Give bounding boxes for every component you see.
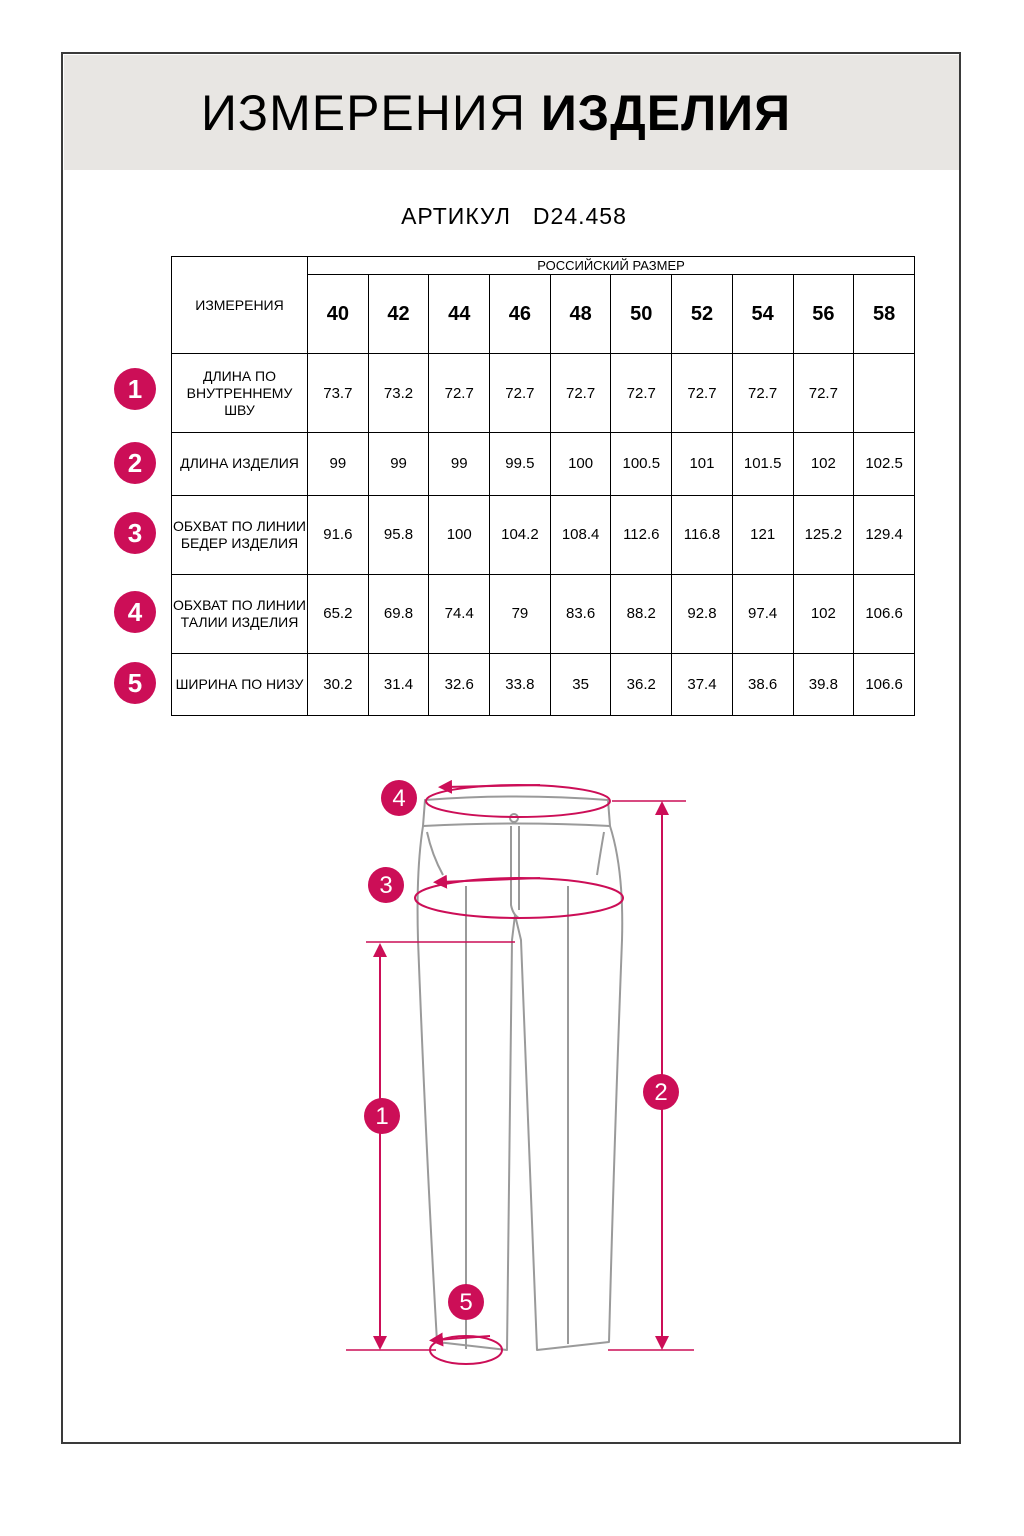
- table-cell: 99: [308, 433, 369, 495]
- table-cell: 69.8: [368, 574, 429, 653]
- row-label: ДЛИНА ПО ВНУТРЕННЕМУ ШВУ: [172, 354, 308, 433]
- svg-text:1: 1: [375, 1103, 389, 1130]
- table-cell: 72.7: [490, 354, 551, 433]
- table-cell: 102: [793, 574, 854, 653]
- title-light: ИЗМЕРЕНИЯ: [200, 85, 526, 141]
- marker-inseam: [364, 1098, 400, 1134]
- waist-button: [510, 814, 518, 822]
- svg-text:3: 3: [379, 872, 393, 899]
- row-number-badge: 1: [114, 368, 156, 410]
- table-cell: 100: [429, 495, 490, 574]
- marker-hip: [368, 867, 404, 903]
- table-cell: 121: [732, 495, 793, 574]
- table-cell: 99: [429, 433, 490, 495]
- table-cell: 106.6: [854, 653, 915, 715]
- table-cell: 33.8: [490, 653, 551, 715]
- table-cell: 97.4: [732, 574, 793, 653]
- size-header: 58: [854, 275, 915, 354]
- row-label: ДЛИНА ИЗДЕЛИЯ: [172, 433, 308, 495]
- article-label: АРТИКУЛ: [401, 203, 511, 229]
- table-cell: 129.4: [854, 495, 915, 574]
- svg-text:4: 4: [392, 785, 406, 812]
- fly-seam: [511, 826, 519, 918]
- size-header: 50: [611, 275, 672, 354]
- row-number-badge: 2: [114, 442, 156, 484]
- table-cell: 101.5: [732, 433, 793, 495]
- table-cell: 72.7: [672, 354, 733, 433]
- table-cell: 99: [368, 433, 429, 495]
- table-cell: 108.4: [550, 495, 611, 574]
- table-cell: 106.6: [854, 574, 915, 653]
- table-cell: 39.8: [793, 653, 854, 715]
- table-cell: 99.5: [490, 433, 551, 495]
- title-bold: ИЗДЕЛИЯ: [540, 85, 792, 141]
- row-label: ОБХВАТ ПО ЛИНИИ ТАЛИИ ИЗДЕЛИЯ: [172, 574, 308, 653]
- svg-text:2: 2: [654, 1079, 668, 1106]
- table-cell: 65.2: [308, 574, 369, 653]
- table-cell: 72.7: [732, 354, 793, 433]
- left-pocket: [427, 832, 443, 875]
- row-number-badge: 4: [114, 591, 156, 633]
- table-cell: 37.4: [672, 653, 733, 715]
- diagram-markers: [364, 780, 679, 1320]
- table-cell: 32.6: [429, 653, 490, 715]
- table-cell: 101: [672, 433, 733, 495]
- table-cell: 36.2: [611, 653, 672, 715]
- table-cell: 72.7: [611, 354, 672, 433]
- row-number-badge: 3: [114, 512, 156, 554]
- table-cell: 88.2: [611, 574, 672, 653]
- table-cell: 35: [550, 653, 611, 715]
- size-header: 48: [550, 275, 611, 354]
- table-cell: 31.4: [368, 653, 429, 715]
- row-number-badge: 5: [114, 662, 156, 704]
- size-header: 44: [429, 275, 490, 354]
- table-cell: 30.2: [308, 653, 369, 715]
- size-header: 42: [368, 275, 429, 354]
- table-cell: 100.5: [611, 433, 672, 495]
- table-cell: 74.4: [429, 574, 490, 653]
- table-cell: 100: [550, 433, 611, 495]
- waist-ellipse: [426, 785, 610, 817]
- table-cell: 112.6: [611, 495, 672, 574]
- table-cell: 116.8: [672, 495, 733, 574]
- marker-hem: [448, 1284, 484, 1320]
- table-cell: 92.8: [672, 574, 733, 653]
- waist-arrow: [445, 785, 540, 787]
- table-cell: 72.7: [550, 354, 611, 433]
- table-cell: 72.7: [793, 354, 854, 433]
- table-cell: 125.2: [793, 495, 854, 574]
- table-cell: 102: [793, 433, 854, 495]
- table-cell: 73.7: [308, 354, 369, 433]
- size-group-header: РОССИЙСКИЙ РАЗМЕР: [308, 257, 915, 275]
- size-header: 52: [672, 275, 733, 354]
- table-cell: 95.8: [368, 495, 429, 574]
- marker-length: [643, 1074, 679, 1110]
- table-cell: 73.2: [368, 354, 429, 433]
- row-label: ОБХВАТ ПО ЛИНИИ БЕДЕР ИЗДЕЛИЯ: [172, 495, 308, 574]
- table-cell: 91.6: [308, 495, 369, 574]
- table-cell: 72.7: [429, 354, 490, 433]
- row-label: ШИРИНА ПО НИЗУ: [172, 653, 308, 715]
- size-header: 40: [308, 275, 369, 354]
- size-header: 56: [793, 275, 854, 354]
- table-cell: 83.6: [550, 574, 611, 653]
- svg-text:5: 5: [459, 1289, 473, 1316]
- right-pocket: [597, 832, 604, 875]
- article-code: D24.458: [532, 203, 627, 229]
- size-header: 54: [732, 275, 793, 354]
- marker-waist: [381, 780, 417, 816]
- table-cell: 104.2: [490, 495, 551, 574]
- size-header: 46: [490, 275, 551, 354]
- table-cell: 102.5: [854, 433, 915, 495]
- measure-header: ИЗМЕРЕНИЯ: [172, 257, 308, 354]
- table-cell: 38.6: [732, 653, 793, 715]
- table-cell: 79: [490, 574, 551, 653]
